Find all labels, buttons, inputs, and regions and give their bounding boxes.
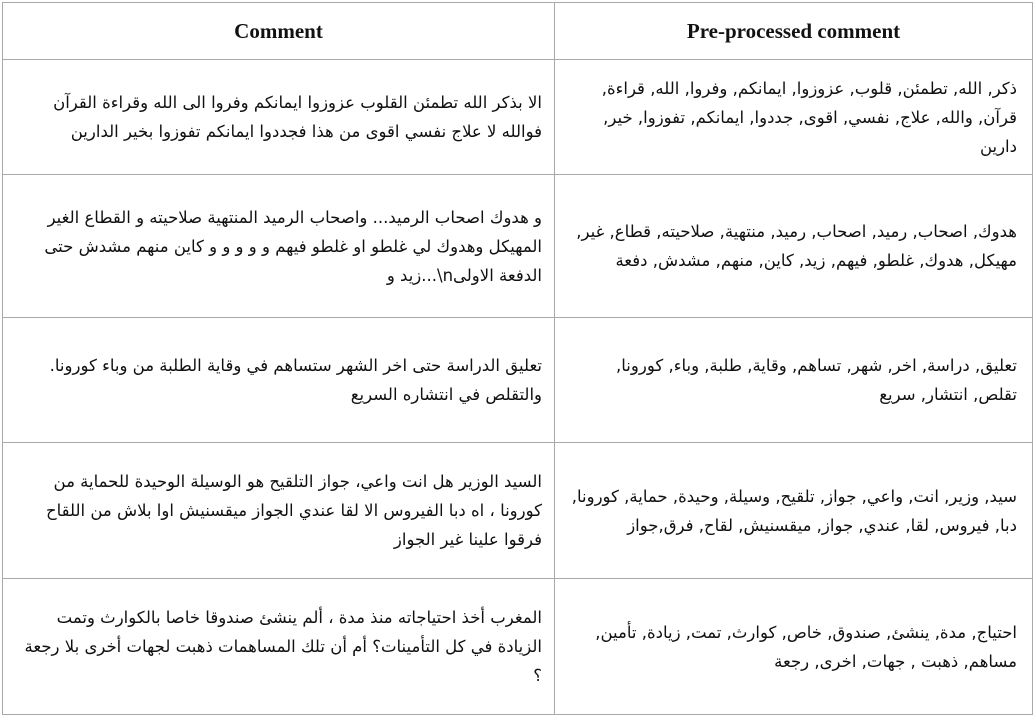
comment-cell: تعليق الدراسة حتى اخر الشهر ستساهم في وقاية الطلبة من وباء كورونا. والتقلص في انتشاره السريع	[3, 318, 555, 443]
preprocessed-comment-cell: سيد, وزير, انت, واعي, جواز, تلقيح, وسيلة, وحيدة, حماية, كورونا, دبا, فيروس, لقا, عندي, جواز, ميقسنيش, لقاح, فرق,جواز	[555, 443, 1033, 579]
table-row	[3, 579, 1033, 715]
table-row	[3, 175, 1033, 318]
preprocessed-comment-cell: احتياج, مدة, ينشئ, صندوق, خاص, كوارث, تمت, زيادة, تأمين, مساهم, ذهبت , جهات, اخرى, رجعة	[555, 579, 1033, 715]
comment-cell: المغرب أخذ احتياجاته منذ مدة ، ألم ينشئ صندوقا خاصا بالكوارث وتمت الزيادة في كل التأمينات؟ أم أن تلك المساهمات ذهبت لجهات أخرى بلا رجعة ؟	[3, 579, 555, 715]
comments-table	[2, 2, 1033, 715]
table-header-row	[3, 3, 1033, 60]
comment-cell: و هدوك اصحاب الرميد... واصحاب الرميد المنتهية صلاحيته و القطاع الغير المهيكل وهدوك لي غلطو او غلطو فيهم و و و و و كاين منهم مشدش حتى الدفعة الاولىn\...زيد و	[3, 175, 555, 318]
table-row	[3, 443, 1033, 579]
header-comment: Comment	[3, 3, 555, 60]
preprocessed-comment-cell: ذكر, الله, تطمئن, قلوب, عزوزوا, ايمانكم, وفروا, الله, قراءة, قرآن, والله, علاج, نفسي, اقوى, جددوا, ايمانكم, تفوزوا, خير, دارين	[555, 60, 1033, 175]
preprocessed-comment-cell: هدوك, اصحاب, رميد, اصحاب, رميد, منتهية, صلاحيته, قطاع, غير, مهيكل, هدوك, غلطو, فيهم, زيد, كاين, منهم, مشدش, دفعة	[555, 175, 1033, 318]
header-preprocessed-comment: Pre-processed comment	[555, 3, 1033, 60]
comment-cell: الا بذكر الله تطمئن القلوب عزوزوا ايمانكم وفروا الى الله وقراءة القرآن فوالله لا علاج نفسي اقوى من هذا فجددوا ايمانكم تفوزوا بخير الدارين	[3, 60, 555, 175]
table-row	[3, 60, 1033, 175]
preprocessed-comment-cell: تعليق, دراسة, اخر, شهر, تساهم, وقاية, طلبة, وباء, كورونا, تقلص, انتشار, سريع	[555, 318, 1033, 443]
table-row	[3, 318, 1033, 443]
comment-cell: السيد الوزير هل انت واعي، جواز التلقيح هو الوسيلة الوحيدة للحماية من كورونا ، اه دبا الفيروس الا لقا عندي الجواز ميقسنيش اوا بلاش من اللقاح فرقوا علينا غير الجواز	[3, 443, 555, 579]
